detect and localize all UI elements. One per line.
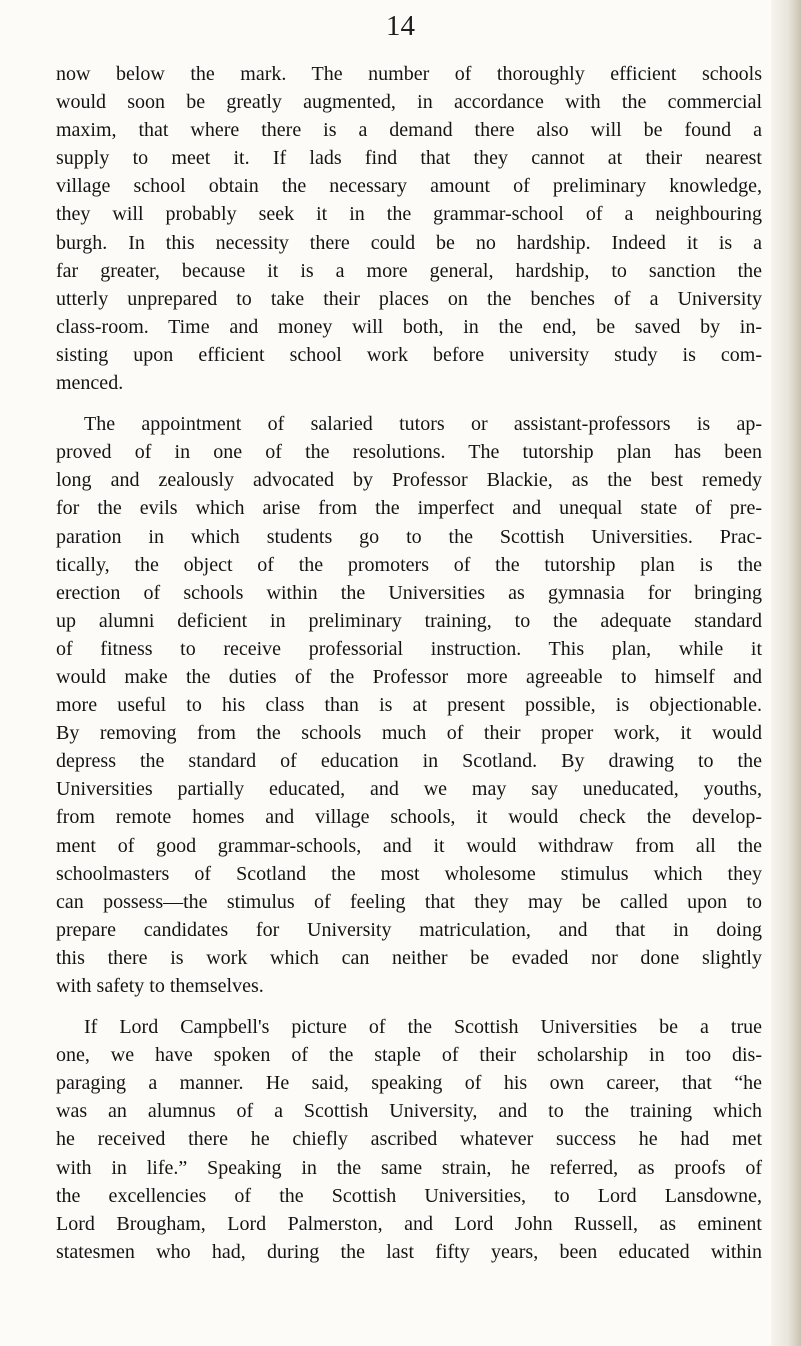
paragraph-2 bbox=[56, 410, 762, 1000]
paragraph-1 bbox=[56, 60, 762, 397]
text-line: long and zealously advocated by Professor Blackie, as the best remedy bbox=[56, 469, 762, 492]
text-line: proved of in one of the resolutions. The tutorship plan has been bbox=[56, 441, 762, 464]
text-line: tically, the object of the promoters of the tutorship plan is the bbox=[56, 553, 762, 576]
body-text bbox=[56, 60, 762, 1266]
text-line: the excellencies of the Scottish Universities, to Lord Lansdowne, bbox=[56, 1184, 762, 1207]
page-number: 14 bbox=[386, 10, 415, 42]
text-line: sisting upon efficient school work before university study is com- bbox=[56, 343, 762, 366]
text-line: The appointment of salaried tutors or assistant-professors is ap- bbox=[84, 413, 762, 436]
text-line: schoolmasters of Scotland the most wholesome stimulus which they bbox=[56, 862, 762, 885]
text-line: now below the mark. The number of thoroughly efficient schools bbox=[56, 63, 762, 85]
text-line: Lord Brougham, Lord Palmerston, and Lord John Russell, as eminent bbox=[56, 1212, 762, 1235]
text-line: would make the duties of the Professor more agreeable to himself and bbox=[56, 665, 762, 688]
text-line: this there is work which can neither be evaded nor done slightly bbox=[56, 946, 762, 969]
page-edge-shadow bbox=[771, 0, 801, 1346]
text-line: paraging a manner. He said, speaking of his own career, that “he bbox=[56, 1072, 762, 1095]
text-line: menced. bbox=[56, 372, 124, 395]
text-line: of fitness to receive professorial instruction. This plan, while it bbox=[56, 637, 762, 660]
text-line: from remote homes and village schools, it would check the develop- bbox=[56, 806, 762, 829]
text-line: he received there he chiefly ascribed whatever success he had met bbox=[56, 1128, 762, 1151]
text-line: paration in which students go to the Scottish Universities. Prac- bbox=[56, 525, 762, 548]
text-line: depress the standard of education in Scotland. By drawing to the bbox=[56, 750, 762, 773]
text-line: class-room. Time and money will both, in the end, be saved by in- bbox=[56, 315, 762, 338]
text-line: utterly unprepared to take their places on the benches of a University bbox=[56, 287, 762, 310]
text-line: would soon be greatly augmented, in accordance with the commercial bbox=[56, 91, 762, 114]
paragraph-3 bbox=[56, 1013, 762, 1266]
text-line: If Lord Campbell's picture of the Scottish Universities be a true bbox=[84, 1016, 762, 1039]
text-line: Universities partially educated, and we may say uneducated, youths, bbox=[56, 778, 762, 801]
text-line: more useful to his class than is at present possible, is objectionable. bbox=[56, 694, 762, 717]
text-line: with safety to themselves. bbox=[56, 975, 264, 997]
text-line: statesmen who had, during the last fifty years, been educated within bbox=[56, 1240, 762, 1263]
text-line: far greater, because it is a more general, hardship, to sanction the bbox=[56, 259, 762, 282]
text-line: supply to meet it. If lads find that they cannot at their nearest bbox=[56, 147, 762, 170]
text-line: burgh. In this necessity there could be no hardship. Indeed it is a bbox=[56, 231, 762, 254]
text-line: ment of good grammar-schools, and it would withdraw from all the bbox=[56, 834, 762, 857]
text-line: By removing from the schools much of their proper work, it would bbox=[56, 722, 762, 745]
text-line: one, we have spoken of the staple of their scholarship in too dis- bbox=[56, 1044, 762, 1067]
text-line: for the evils which arise from the imperfect and unequal state of pre- bbox=[56, 497, 762, 520]
text-line: can possess—the stimulus of feeling that they may be called upon to bbox=[56, 890, 762, 913]
text-line: prepare candidates for University matriculation, and that in doing bbox=[56, 918, 762, 941]
text-line: they will probably seek it in the grammar-school of a neighbouring bbox=[56, 203, 762, 226]
text-line: was an alumnus of a Scottish University, and to the training which bbox=[56, 1100, 762, 1123]
text-line: up alumni deficient in preliminary training, to the adequate standard bbox=[56, 609, 762, 632]
text-line: village school obtain the necessary amount of preliminary knowledge, bbox=[56, 175, 762, 198]
text-line: erection of schools within the Universities as gymnasia for bringing bbox=[56, 581, 762, 604]
text-line: with in life.” Speaking in the same strain, he referred, as proofs of bbox=[56, 1156, 762, 1179]
text-line: maxim, that where there is a demand there also will be found a bbox=[56, 119, 762, 142]
